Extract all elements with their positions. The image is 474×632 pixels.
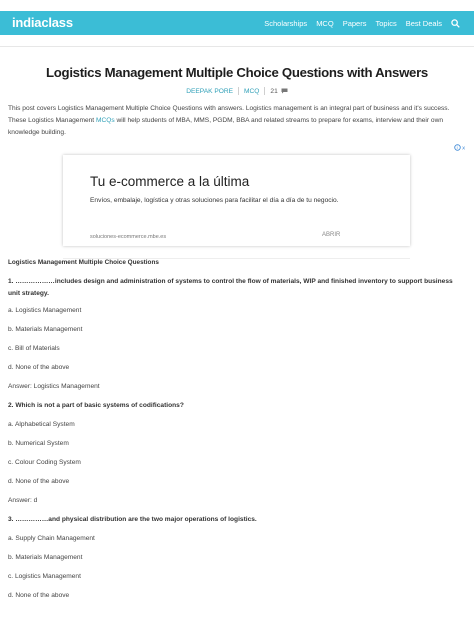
ad-description: Envíos, embalaje, logística y otras soluciones para facilitar el día a día de tu negocio. [90, 197, 339, 204]
ad-url: soluciones-ecommerce.mbe.es [90, 234, 167, 240]
adchoices-icon[interactable] [454, 144, 467, 151]
q2-option-c: c. Colour Coding System [8, 459, 81, 466]
svg-text:i: i [456, 146, 458, 151]
section-heading: Logistics Management Multiple Choice Questions [8, 259, 159, 266]
question-3: 3. ……………and physical distribution are the two major operations of logistics. [8, 516, 257, 523]
q1-option-a: a. Logistics Management [8, 307, 82, 314]
q3-option-b: b. Materials Management [8, 554, 83, 561]
comment-icon[interactable] [281, 88, 288, 94]
nav-papers[interactable]: Papers [342, 18, 367, 28]
nav-best-deals[interactable]: Best Deals [405, 18, 442, 28]
q1-option-d: d. None of the above [8, 364, 70, 371]
q1-option-c: c. Bill of Materials [8, 345, 60, 352]
page-title: Logistics Management Multiple Choice Questions with Answers [46, 65, 428, 80]
nav-scholarships[interactable]: Scholarships [264, 18, 308, 28]
q1-option-b: b. Materials Management [8, 326, 83, 333]
nav-topics[interactable]: Topics [375, 18, 397, 28]
q1-answer: Answer: Logistics Management [8, 383, 100, 390]
author-link[interactable]: DEEPAK PORE [186, 87, 234, 95]
q2-option-a: a. Alphabetical System [8, 421, 75, 428]
category-link[interactable]: MCQ [244, 87, 260, 95]
nav-mcq[interactable]: MCQ [316, 18, 334, 28]
q3-option-c: c. Logistics Management [8, 573, 81, 580]
mcqs-link[interactable]: MCQs [95, 117, 115, 124]
q3-option-d: d. None of the above [8, 592, 70, 599]
q2-option-b: b. Numerical System [8, 440, 69, 447]
q2-option-d: d. None of the above [8, 478, 70, 485]
question-2: 2. Which is not a part of basic systems of codifications? [8, 402, 184, 409]
ad-banner[interactable] [63, 155, 410, 246]
intro-paragraph: This post covers Logistics Management Multiple Choice Questions with answers. Logistics management is an integral part of business and it's success. These Logistics Management MCQs will help students of MBA, MMS, PGDM, BBA and related streams to prepare for exams, interview and their own knowledge building. [8, 105, 450, 136]
q2-answer: Answer: d [8, 497, 38, 504]
meta-separator [264, 87, 265, 95]
meta-separator [238, 87, 239, 95]
comment-count[interactable]: 21 [270, 87, 278, 95]
ad-open-button[interactable]: ABRIR [322, 232, 341, 238]
search-icon[interactable] [451, 19, 460, 28]
top-navbar [0, 11, 474, 35]
article-meta [0, 87, 474, 95]
svg-text:x: x [462, 145, 466, 151]
site-logo[interactable]: indiaclass [12, 15, 73, 30]
header-divider [0, 46, 474, 47]
q3-option-a: a. Supply Chain Management [8, 535, 95, 542]
question-1: 1. ………………includes design and administration of systems to control the flow of materials, WIP and finished inventory to support business unit strategy. [8, 278, 453, 297]
main-nav [264, 11, 460, 35]
ad-title[interactable]: Tu e-commerce a la última [90, 174, 250, 189]
